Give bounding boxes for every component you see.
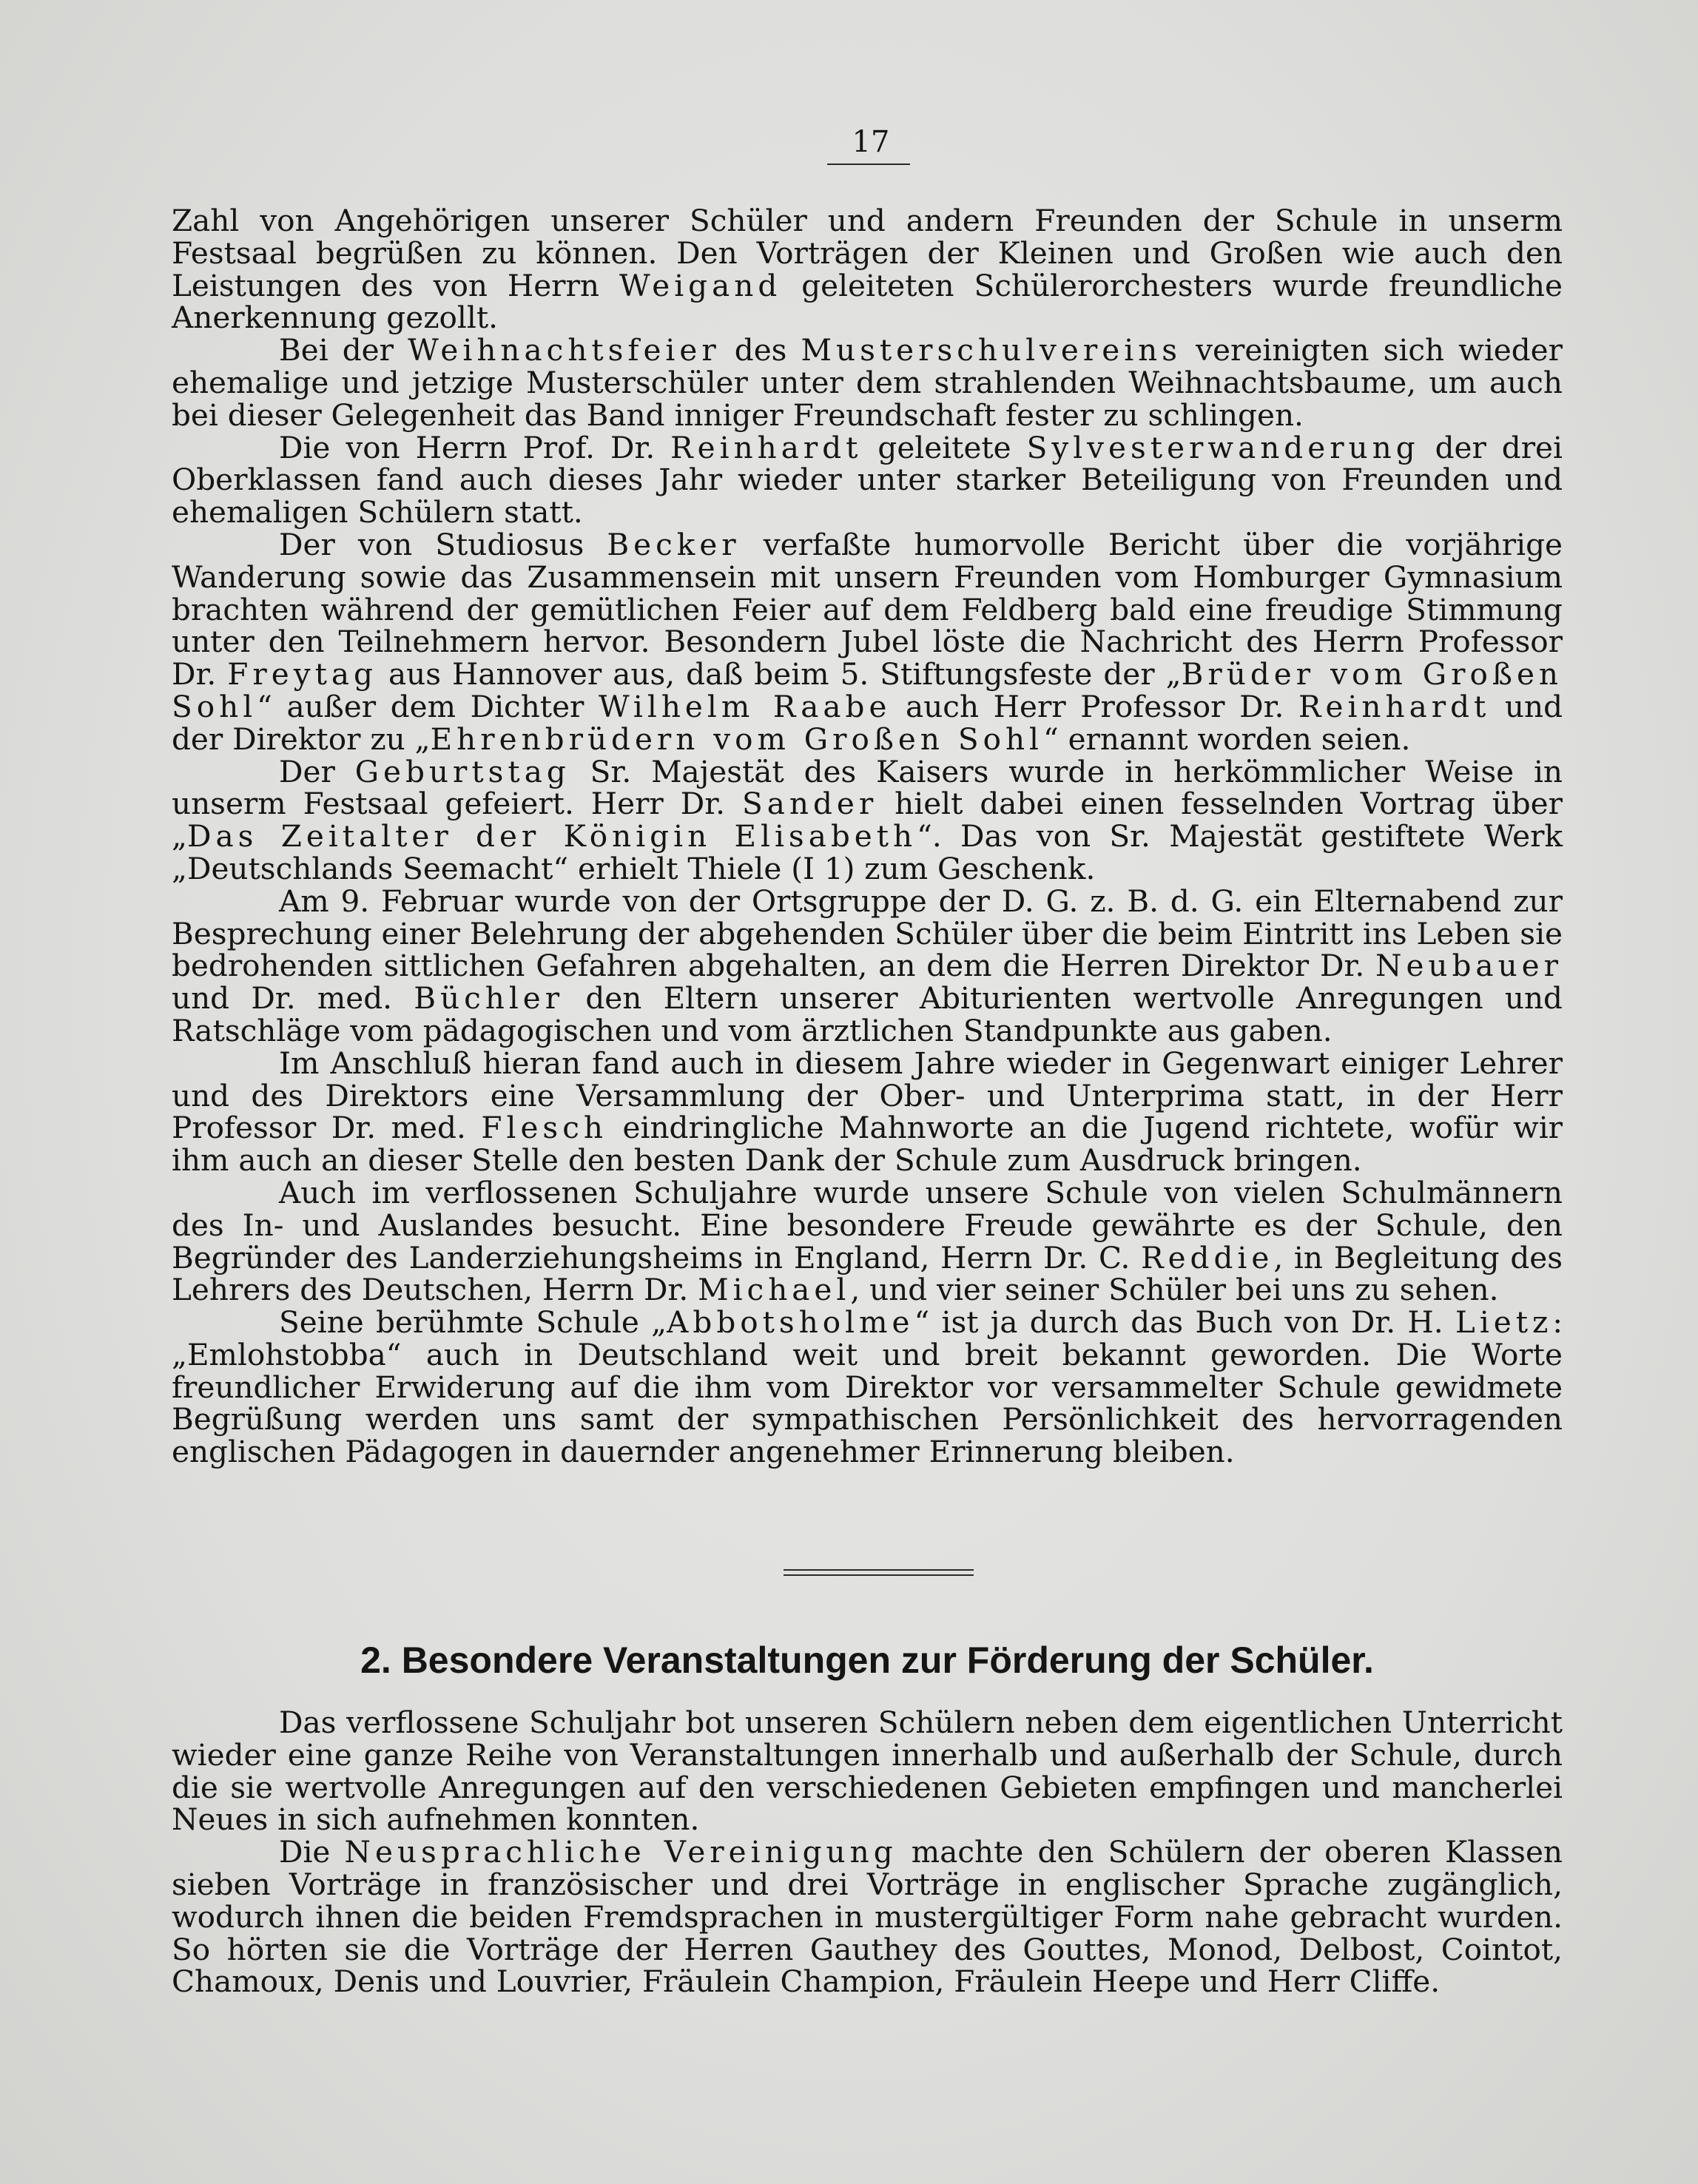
- section-1-text: [172, 205, 1563, 1469]
- text-run: den Eltern unserer Abiturienten wertvolle Anregungen und Ratschläge vom pädagogischen und vom ärztlichen Standpunkte aus gaben.: [172, 980, 1563, 1048]
- text-run: und der Direktor zu „: [172, 688, 1563, 757]
- spaced-emphasis: Michael: [698, 1272, 851, 1308]
- paragraph: [172, 753, 1563, 886]
- spaced-emphasis: Sylvesterwanderung: [1026, 429, 1420, 465]
- paragraph: [172, 883, 1563, 1048]
- paragraph: [172, 526, 1563, 757]
- spaced-emphasis: Weihnachtsfeier: [408, 332, 721, 368]
- text-run: Im Anschluß hieran fand auch in diesem Jahre wieder in Gegenwart einiger Lehrer und des Direktors eine Versammlung der Ober- und Unterprima statt, in der Herr Professor Dr. med.: [172, 1045, 1563, 1146]
- text-run: Das verflossene Schuljahr bot unseren Schülern neben dem eigentlichen Unterricht wieder eine ganze Reihe von Veranstaltungen innerhalb und außerhalb der Schule, durch die sie wertvolle Anregungen auf den verschiedenen Gebieten empfingen und mancherlei Neues in sich aufnehmen konnten.: [172, 1705, 1563, 1838]
- text-run: Zahl von Angehörigen unserer Schüler und andern Freunden der Schule in unserm Festsaal begrüßen zu können. Den Vorträgen der Kleinen und Großen wie auch den Leistungen des von Herrn: [172, 203, 1563, 303]
- text-run: Sr. Majestät des Kaisers wurde in herkömmlicher Weise in unserm Festsaal gefeiert. Herr Dr.: [172, 753, 1563, 822]
- text-run: “ außer dem Dichter: [257, 688, 599, 724]
- text-run: Bei der: [279, 332, 408, 368]
- paragraph: [172, 1045, 1563, 1179]
- spaced-emphasis: Reddie: [1141, 1239, 1274, 1275]
- spaced-emphasis: Freytag: [227, 656, 377, 692]
- paragraph: [172, 1707, 1563, 1836]
- spaced-emphasis: Reinhardt: [1298, 688, 1491, 724]
- section-2-heading: 2. Besondere Veranstaltungen zur Förderung der Schüler.: [360, 1639, 1374, 1681]
- paragraph: [172, 205, 1563, 334]
- spaced-emphasis: Das Zeitalter der Königin Elisabeth: [186, 818, 917, 855]
- text-run: Der von Studiosus: [279, 526, 607, 562]
- text-run: aus Hannover aus, daß beim 5. Stiftungsfeste der „: [377, 656, 1182, 692]
- text-run: Die: [279, 1834, 345, 1870]
- spaced-emphasis: Musterschulvereins: [801, 332, 1182, 368]
- text-run: Am 9. Februar wurde von der Ortsgruppe der D. G. z. B. d. G. ein Elternabend zur Besprechung einer Belehrung der abgehenden Schüler über die beim Eintritt ins Leben sie bedrohenden sittlichen Gefahren abgehalten, an dem die Herren Direktor Dr.: [172, 883, 1563, 984]
- spaced-emphasis: Brüder vom Großen Sohl: [172, 656, 1563, 724]
- text-run: Auch im verflossenen Schuljahre wurde unsere Schule von vielen Schulmännern des In- und Auslandes besucht. Eine besondere Freude gewährte es der Schule, den Begründer des Landerziehungsheims in England, Herrn Dr. C.: [172, 1174, 1563, 1275]
- paragraph: [172, 1836, 1563, 1998]
- spaced-emphasis: Sander: [741, 786, 878, 822]
- text-run: , und vier seiner Schüler bei uns zu sehen.: [850, 1272, 1499, 1308]
- text-run: geleiteten Schülerorchesters wurde freundliche Anerkennung gezollt.: [172, 267, 1563, 336]
- text-run: der drei Oberklassen fand auch dieses Jahr wieder unter starker Beteiligung von Freunden und ehemaligen Schülern statt.: [172, 429, 1563, 530]
- spaced-emphasis: Büchler: [414, 980, 565, 1017]
- spaced-emphasis: Abbotsholme: [667, 1304, 914, 1341]
- text-run: Die von Herrn Prof. Dr.: [279, 429, 671, 465]
- text-run: “. Das von Sr. Majestät gestiftete Werk „Deutschlands Seemacht“ erhielt Thiele (I 1) zum Geschenk.: [172, 818, 1563, 886]
- text-run: machte den Schülern der oberen Klassen sieben Vorträge in französischer und drei Vorträge in englischer Sprache zugänglich, wodurch ihnen die beiden Fremdsprachen in mustergültiger Form nahe gebracht wurden. So hörten sie die Vorträge der Herren Gauthey des Gouttes, Monod, Delbost, Cointot, Chamoux, Denis und Louvrier, Fräulein Champion, Fräulein Heepe und Herr Cliffe.: [172, 1834, 1563, 2000]
- spaced-emphasis: Weigand: [619, 267, 782, 303]
- spaced-emphasis: Lietz: [1455, 1304, 1553, 1341]
- text-run: vereinigten sich wieder ehemalige und jetzige Musterschüler unter dem strahlenden Weihnachtsbaume, um auch bei dieser Gelegenheit das Band inniger Freundschaft fester zu schlingen.: [172, 332, 1563, 433]
- paragraph: [172, 1174, 1563, 1308]
- text-run: und Dr. med.: [172, 980, 414, 1017]
- text-run: , in Begleitung des Lehrers des Deutschen, Herrn Dr.: [172, 1239, 1563, 1308]
- page-number: 17: [852, 125, 890, 159]
- text-run: hielt dabei einen fesselnden Vortrag über „: [172, 786, 1563, 855]
- text-run: “ ernannt worden seien.: [1043, 721, 1411, 757]
- spaced-emphasis: Reinhardt: [670, 429, 863, 465]
- spaced-emphasis: Neubauer: [1375, 948, 1563, 984]
- text-run: “ ist ja durch das Buch von Dr. H.: [914, 1304, 1455, 1341]
- spaced-emphasis: Neusprachliche Vereinigung: [344, 1834, 897, 1870]
- text-run: verfaßte humorvolle Bericht über die vorjährige Wanderung sowie das Zusammensein mit unsern Freunden vom Homburger Gymnasium brachten während der gemütlichen Feier auf dem Feldberg bald eine freudige Stimmung unter den Teilnehmern hervor. Besondern Jubel löste die Nachricht des Herrn Professor Dr.: [172, 526, 1563, 692]
- paragraph: [172, 429, 1563, 530]
- section-2-text: [172, 1707, 1563, 1998]
- spaced-emphasis: Becker: [607, 526, 741, 562]
- spaced-emphasis: Geburtstag: [354, 753, 570, 789]
- paragraph: [172, 1304, 1563, 1470]
- paragraph: [172, 334, 1563, 431]
- text-run: Der: [279, 753, 355, 789]
- section-divider: [784, 1569, 974, 1576]
- text-run: : „Emlohstobba“ auch in Deutschland weit und breit bekannt geworden. Die Worte freundlicher Erwiderung auf die ihm vom Direktor vor versammelter Schule gewidmete Begrüßung werden uns samt der sympathischen Persönlichkeit des hervorragenden englischen Pädagogen in dauernder angenehmer Erinnerung bleiben.: [172, 1304, 1563, 1470]
- page-number-rule: [827, 164, 910, 165]
- spaced-emphasis: Flesch: [481, 1110, 607, 1146]
- text-run: Seine berühmte Schule „: [279, 1304, 667, 1341]
- spaced-emphasis: Wilhelm Raabe: [599, 688, 892, 724]
- text-run: eindringliche Mahnworte an die Jugend richtete, wofür wir ihm auch an dieser Stelle den besten Dank der Schule zum Ausdruck bringen.: [172, 1110, 1563, 1179]
- text-run: geleitete: [862, 429, 1027, 465]
- spaced-emphasis: Ehrenbrüdern vom Großen Sohl: [430, 721, 1044, 757]
- text-run: auch Herr Professor Dr.: [891, 688, 1298, 724]
- text-run: des: [720, 332, 801, 368]
